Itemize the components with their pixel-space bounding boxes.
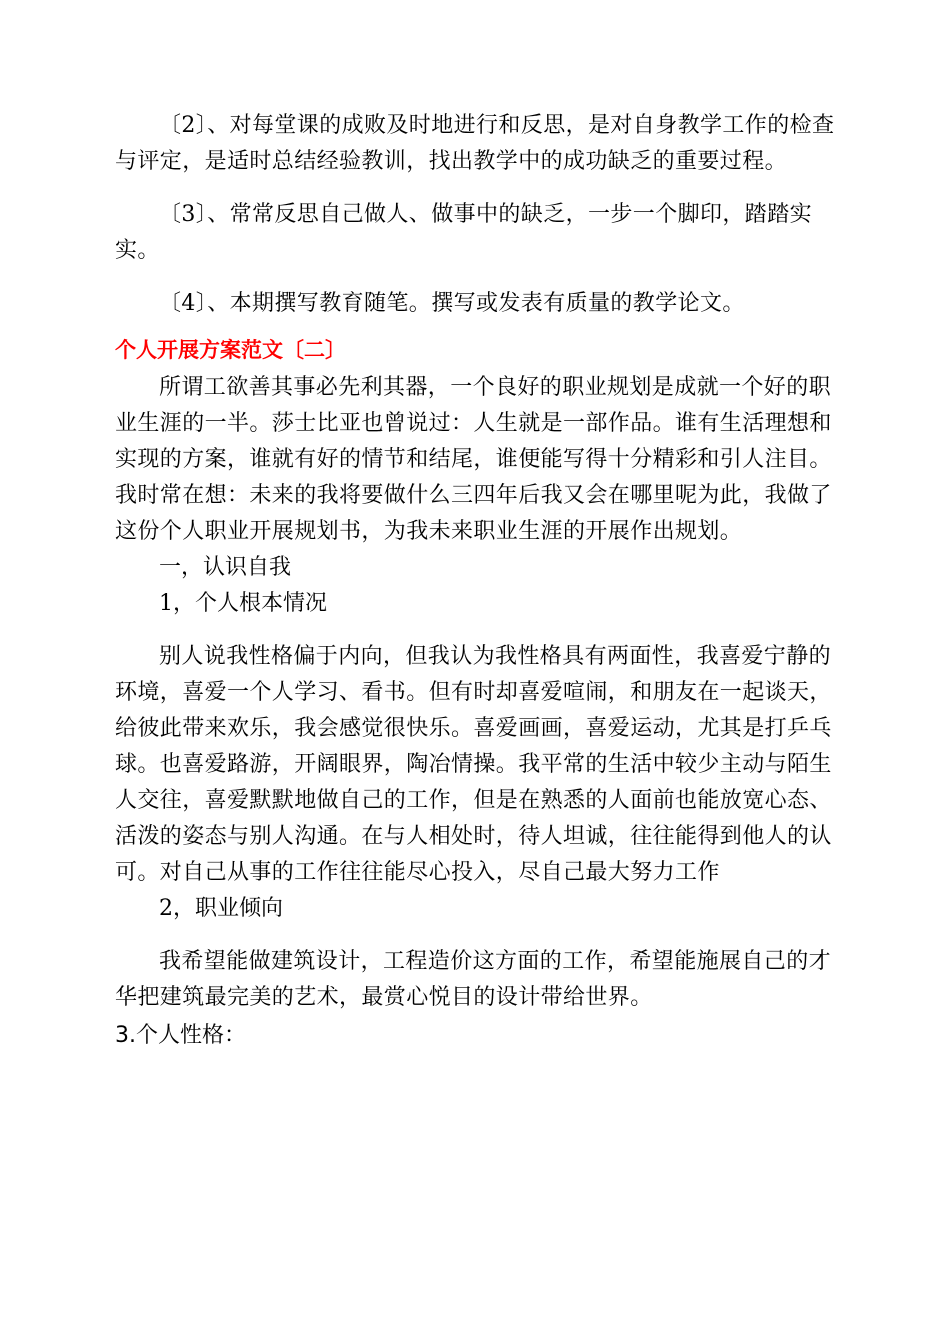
item-two-body: 我希望能做建筑设计，工程造价这方面的工作，希望能施展自己的才华把建筑最完美的艺术，最赏心悦目的设计带给世界。 <box>115 949 832 1010</box>
paragraph-item-3: 〔3〕、常常反思自己做人、做事中的缺乏，一步一个脚印，踏踏实实。 <box>115 202 812 263</box>
item-three-heading: 3.个人性格： <box>115 1023 246 1048</box>
section-title: 个人开展方案范文〔二〕 <box>115 338 346 362</box>
paragraph-item-2: 〔2〕、对每堂课的成败及时地进行和反思，是对自身教学工作的检查与评定，是适时总结经验教训，找出教学中的成功缺乏的重要过程。 <box>115 113 835 174</box>
item-two-heading: 2，职业倾向 <box>159 896 283 921</box>
document-content <box>115 108 835 1056</box>
item-one-heading: 1，个人根本情况 <box>159 591 327 616</box>
item-one-body: 别人说我性格偏于内向，但我认为我性格具有两面性，我喜爱宁静的环境，喜爱一个人学习、看书。但有时却喜爱喧闹，和朋友在一起谈天，给彼此带来欢乐，我会感觉很快乐。喜爱画画，喜爱运动，尤其是打乒乓球。也喜爱路游，开阔眼界，陶冶情操。我平常的生活中较少主动与陌生人交往，喜爱默默地做自己的工作，但是在熟悉的人面前也能放宽心态、活泼的姿态与别人沟通。在与人相处时，待人坦诚，往往能得到他人的认可。对自己从事的工作往往能尽心投入，尽自己最大努力工作 <box>115 644 832 885</box>
paragraph-item-4: 〔4〕、本期撰写教育随笔。撰写或发表有质量的教学论文。 <box>159 291 745 316</box>
part-one-heading: 一，认识自我 <box>159 555 292 580</box>
intro-paragraph: 所谓工欲善其事必先利其器，一个良好的职业规划是成就一个好的职业生涯的一半。莎士比亚也曾说过：人生就是一部作品。谁有生活理想和实现的方案，谁就有好的情节和结尾，谁便能写得十分精彩和引人注目。我时常在想：未来的我将要做什么三四年后我又会在哪里呢为此，我做了这份个人职业开展规划书，为我未来职业生涯的开展作出规划。 <box>115 375 832 544</box>
